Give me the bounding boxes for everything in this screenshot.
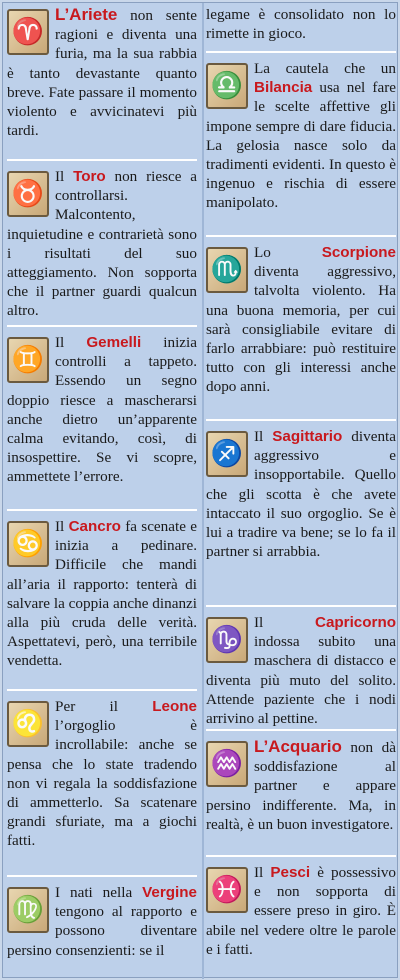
entry-taurus	[7, 167, 197, 321]
entry-text: l’orgoglio è incrollabile: anche se pensa che lo state tradendo non vi regala la soddisfazione di ammetterlo. Sa scatenare grandi sfuriate, ma a giochi fatti.	[7, 717, 197, 850]
entry-text: non sente ragioni e diventa una furia, ma la sua rabbia è tanto devastante quanto breve. Fate passare il momento violento e avvicinatevi più tardi.	[7, 7, 197, 140]
entry-gemini	[7, 333, 197, 487]
entry-text: legame è consolidato non lo rimette in gioco.	[206, 6, 396, 43]
column-divider	[202, 3, 204, 979]
sign-name: Sagittario	[272, 428, 343, 445]
entry-aries	[7, 5, 197, 140]
scorpio-icon: ♏	[206, 247, 248, 293]
entry-pre: Il	[254, 428, 273, 445]
gemini-icon: ♊	[7, 337, 49, 383]
sign-name: Pesci	[270, 864, 311, 881]
separator	[7, 159, 197, 161]
sign-name: Cancro	[68, 518, 121, 535]
entry-scorpio	[206, 243, 396, 397]
sign-name: Scorpione	[321, 244, 396, 261]
entry-leo	[7, 697, 197, 851]
capricorn-icon: ♑	[206, 617, 248, 663]
entry-aquarius	[206, 737, 396, 834]
left-column	[7, 3, 200, 977]
horoscope-page	[2, 2, 398, 978]
separator	[7, 509, 197, 511]
entry-text: tengono al rapporto e possono diventare persino consenzienti: se il	[7, 903, 197, 959]
entry-sagittarius	[206, 427, 396, 561]
sign-name: Vergine	[142, 884, 197, 901]
sign-name: Toro	[73, 168, 106, 185]
sign-name: Gemelli	[86, 334, 142, 351]
entry-libra	[206, 59, 396, 213]
entry-pisces	[206, 863, 396, 959]
entry-text: fa scenate e inizia a pedinare. Difficile che mandi all’aria il rapporto: tenterà di salvare la coppia anche dinanzi alla più cruda delle verità. Aspettatevi, però, una terribile vendetta.	[7, 518, 198, 670]
entry-text: è possessivo e non sopporta di essere preso in giro. È abile nel vedere oltre le parole e i fatti.	[206, 864, 397, 958]
separator	[206, 419, 396, 421]
entry-pre: Il	[254, 864, 271, 881]
separator	[206, 855, 396, 857]
entry-pre: Lo	[254, 244, 322, 261]
entry-pre: Per il	[55, 698, 153, 715]
aries-icon: ♈	[7, 9, 49, 55]
sign-name: Leone	[152, 698, 197, 715]
cancer-icon: ♋	[7, 521, 49, 567]
separator	[7, 875, 197, 877]
sign-name: Capricorno	[314, 614, 396, 631]
entry-text: usa nel fare le scelte affettive gli impone sempre di dare fiducia. La gelosia nasce solo da tradimenti evidenti. In questo è ingenuo e rischia di essere manipolato.	[206, 79, 396, 212]
entry-pre: Il	[55, 334, 87, 351]
separator	[206, 235, 396, 237]
entry-text: diventa aggressivo e insopportabile. Quello che gli scotta è che avete intaccato il suo orgoglio. Se è lui a tradire va bene; se lo fa il partner si arrabbia.	[206, 428, 396, 561]
entry-virgo-continued	[206, 5, 396, 43]
entry-text: non riesce a controllarsi. Malcontento, inquietudine e contrarietà sono i risultati del suo atteggiamento. Non sopporta che il partner guardi qualcun altro.	[7, 168, 198, 320]
entry-pre: I nati nella	[55, 884, 143, 901]
entry-pre: Il	[254, 614, 315, 631]
entry-pre: Il	[55, 518, 69, 535]
sign-name: L’Ariete	[55, 5, 118, 24]
entry-cancer	[7, 517, 197, 671]
entry-virgo	[7, 883, 197, 960]
libra-icon: ♎	[206, 63, 248, 109]
separator	[206, 605, 396, 607]
entry-text: inizia controlli a tappeto. Essendo un segno doppio riesce a mascherarsi anche dietro un’apparente calma evitando, così, di insospettire. Se vi scopre, ammettete l’errore.	[7, 334, 198, 486]
right-column	[206, 3, 399, 977]
entry-capricorn	[206, 613, 396, 728]
separator	[7, 325, 197, 327]
sign-name: L’Acquario	[254, 737, 342, 756]
aquarius-icon: ♒	[206, 741, 248, 787]
entry-pre: La cautela che un	[254, 60, 396, 77]
separator	[206, 729, 396, 731]
entry-pre: Il	[55, 168, 74, 185]
entry-text: diventa aggressivo, talvolta violento. Ha una buona memoria, per cui sarà consigliabile evitare di farlo arrabbiare: può restituire tutto con gli interessi anche dopo anni.	[206, 263, 396, 396]
taurus-icon: ♉	[7, 171, 49, 217]
leo-icon: ♌	[7, 701, 49, 747]
virgo-icon: ♍	[7, 887, 49, 933]
separator	[206, 51, 396, 53]
pisces-icon: ♓	[206, 867, 248, 913]
sign-name: Bilancia	[254, 79, 313, 97]
entry-text: indossa subito una maschera di distacco e diventa più muto del solito. Attende paziente che i nodi arrivino al pettine.	[206, 633, 396, 728]
separator	[7, 689, 197, 691]
sagittarius-icon: ♐	[206, 431, 248, 477]
entry-text: non dà soddisfazione al partner e appare persino indifferente. Ma, in realtà, è un buon investigatore.	[206, 739, 396, 833]
